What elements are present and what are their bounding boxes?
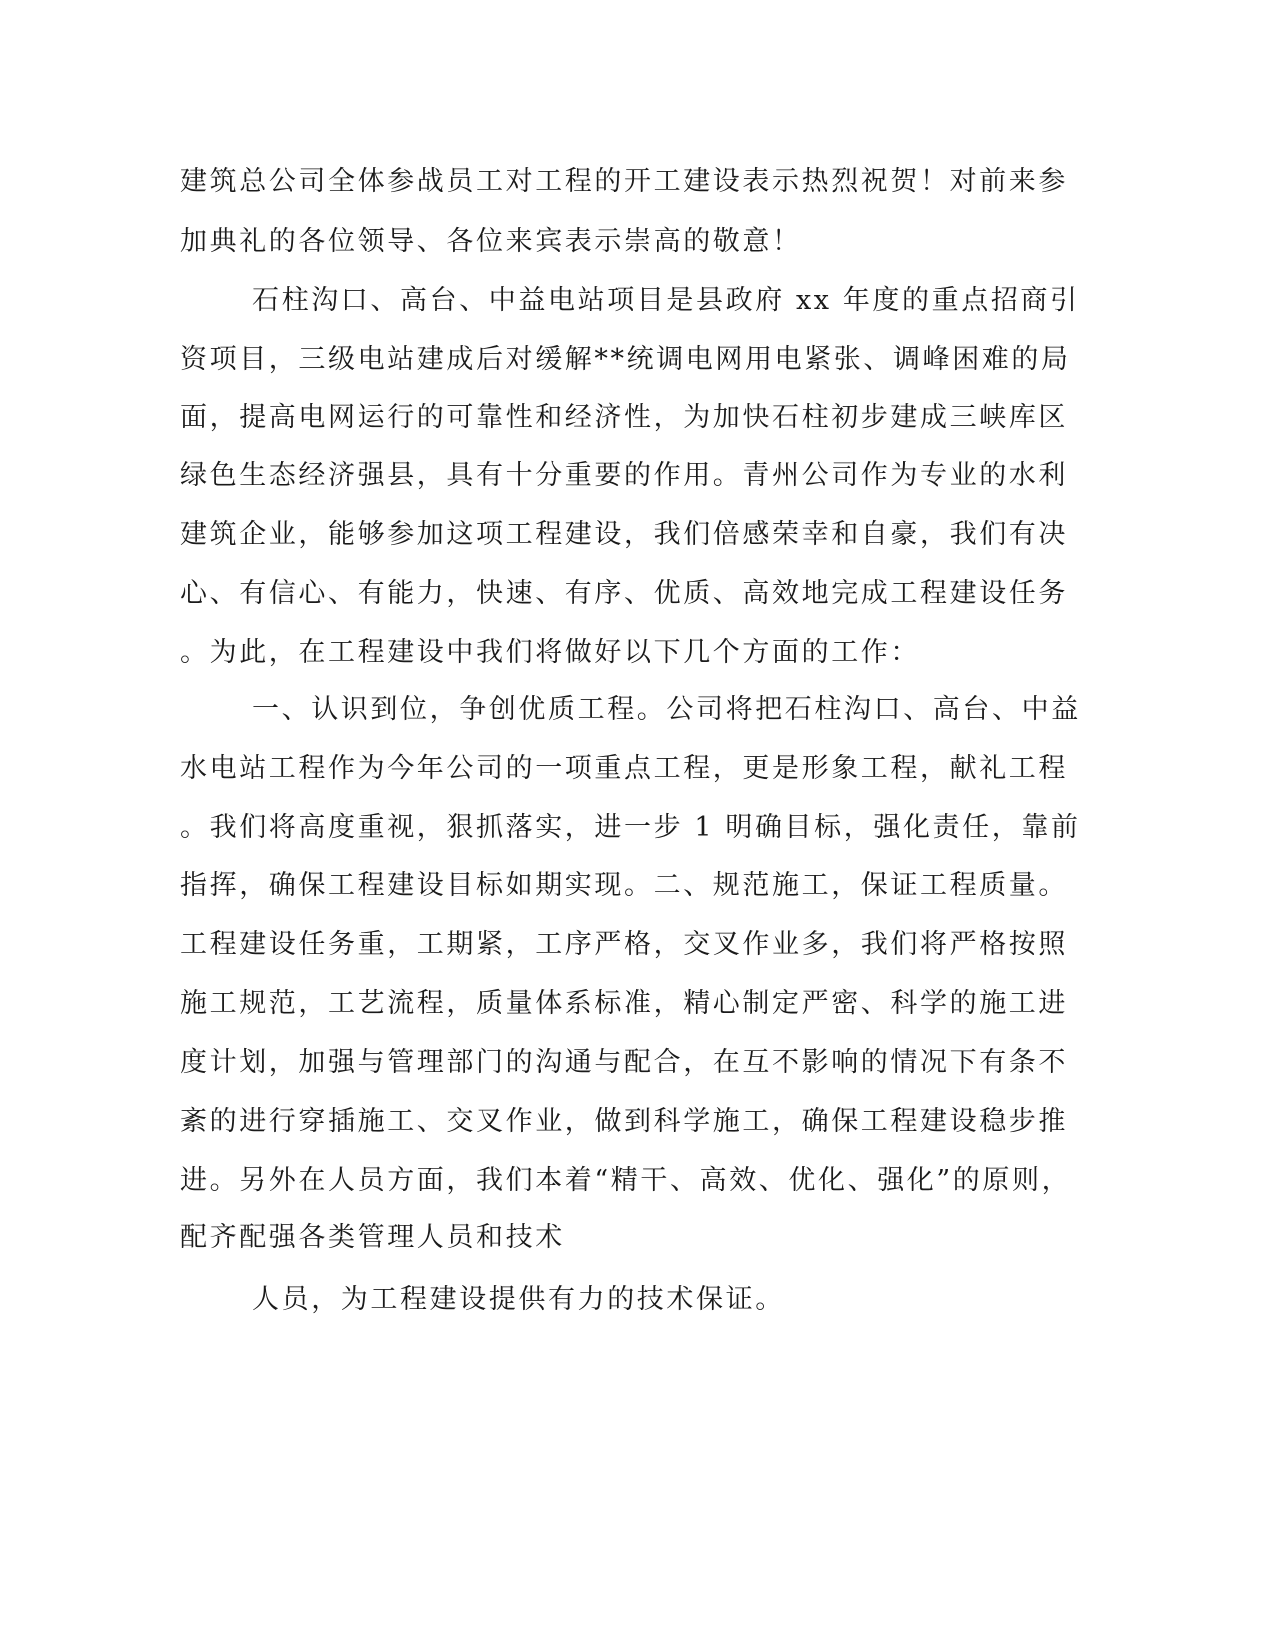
text-line: 加典礼的各位领导、各位来宾表示崇高的敬意！ xyxy=(180,226,802,257)
text-line: 人员，为工程建设提供有力的技术保证。 xyxy=(252,1284,785,1315)
text-line: 工程建设任务重，工期紧，工序严格，交叉作业多，我们将严格按照 xyxy=(180,929,1068,960)
text-line: 面，提高电网运行的可靠性和经济性，为加快石柱初步建成三峡库区 xyxy=(180,402,1068,433)
text-line: 度计划，加强与管理部门的沟通与配合，在互不影响的情况下有条不 xyxy=(180,1047,1068,1078)
text-line: 资项目，三级电站建成后对缓解**统调电网用电紧张、调峰困难的局 xyxy=(180,344,1071,375)
text-line: 石柱沟口、高台、中益电站项目是县政府 xx 年度的重点招商引 xyxy=(252,285,1080,316)
text-line: 。我们将高度重视，狠抓落实，进一步 1 明确目标，强化责任，靠前 xyxy=(180,812,1081,843)
text-line: 紊的进行穿插施工、交叉作业，做到科学施工，确保工程建设稳步推 xyxy=(180,1106,1068,1137)
text-line: 。为此，在工程建设中我们将做好以下几个方面的工作： xyxy=(180,637,920,668)
text-line: 建筑企业，能够参加这项工程建设，我们倍感荣幸和自豪，我们有决 xyxy=(180,519,1068,550)
text-line: 配齐配强各类管理人员和技术 xyxy=(180,1222,565,1253)
text-line: 绿色生态经济强县，具有十分重要的作用。青州公司作为专业的水利 xyxy=(180,460,1068,491)
text-line: 进。另外在人员方面，我们本着“精干、高效、优化、强化”的原则， xyxy=(180,1165,1072,1196)
text-line: 建筑总公司全体参战员工对工程的开工建设表示热烈祝贺！对前来参 xyxy=(180,166,1068,197)
text-line: 心、有信心、有能力，快速、有序、优质、高效地完成工程建设任务 xyxy=(180,578,1068,609)
text-line: 施工规范，工艺流程，质量体系标准，精心制定严密、科学的施工进 xyxy=(180,988,1068,1019)
text-line: 一、认识到位，争创优质工程。公司将把石柱沟口、高台、中益 xyxy=(252,694,1081,725)
text-line: 指挥，确保工程建设目标如期实现。二、规范施工，保证工程质量。 xyxy=(180,870,1068,901)
text-line: 水电站工程作为今年公司的一项重点工程，更是形象工程，献礼工程 xyxy=(180,753,1068,784)
